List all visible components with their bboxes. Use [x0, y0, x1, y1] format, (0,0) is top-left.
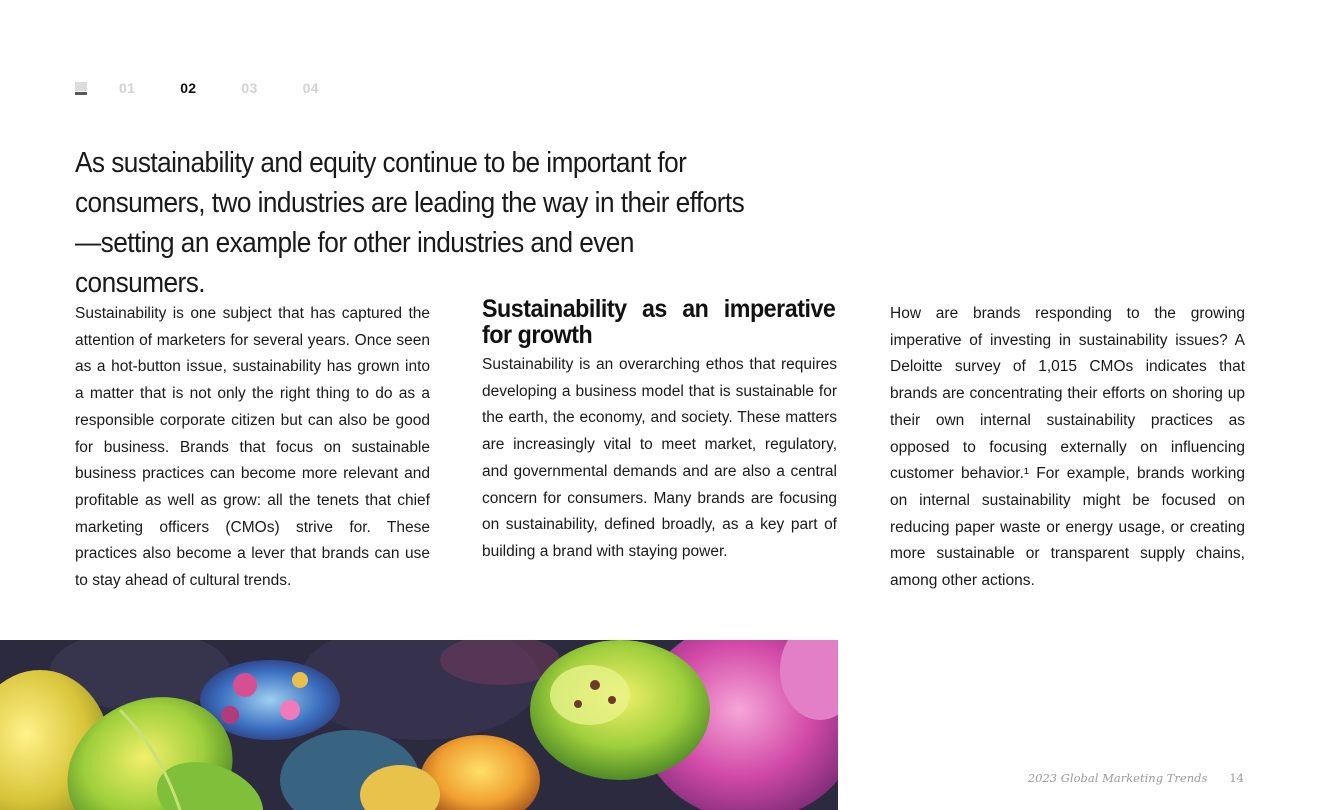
middle-paragraph: Sustainability is an overarching ethos that requires developing a business model that is sustainable for the earth, the economy, and society. These matters are increasingly vital to meet market, regulatory, and governmental demands and are also a central concern for consumers. Many brands are focusing on sustainability, defined broadly, as a key part of building a brand with staying power.	[482, 356, 837, 560]
intro-paragraph: Sustainability is one subject that has captured the attention of marketers for several years. Once seen as a hot-button issue, sustainability has grown into a matter that is not only the right thing to do as a responsible corporate citizen but can also be good for business. Brands that focus on sustainable business practices can become more relevant and profitable as well as grow: all the tenets that chief marketing officers (CMOs) strive for. These practices also become a lever that brands can use to stay ahead of cultural trends.	[75, 305, 430, 590]
menu-icon[interactable]	[75, 82, 87, 94]
middle-column	[482, 296, 837, 566]
page-headline: As sustainability and equity continue to be important for consumers, two industries are leading the way in their efforts—setting an example for other industries and even consumers.	[75, 147, 745, 299]
section-heading: Sustainability as an imperative for growth	[482, 295, 836, 349]
nav-item-03[interactable]: 03	[241, 80, 258, 96]
flower-illustration	[0, 640, 838, 810]
page-number: 14	[1229, 771, 1244, 785]
publication-title: 2023 Global Marketing Trends	[1027, 771, 1208, 785]
nav-item-01[interactable]: 01	[119, 80, 136, 96]
flower-photo	[0, 640, 838, 810]
nav-item-04[interactable]: 04	[302, 80, 319, 96]
page-footer	[1028, 771, 1244, 785]
section-nav	[75, 80, 364, 96]
nav-item-02[interactable]: 02	[180, 80, 197, 96]
survey-paragraph: How are brands responding to the growing imperative of investing in sustainability issues? A Deloitte survey of 1,015 CMOs indicates that brands are concentrating their efforts on shoring up their own internal sustainability practices as opposed to focusing externally on influencing customer behavior.¹ For example, brands working on internal sustainability might be focused on reducing paper waste or energy usage, or creating more sustainable or transparent supply chains, among other actions.	[890, 305, 1245, 590]
